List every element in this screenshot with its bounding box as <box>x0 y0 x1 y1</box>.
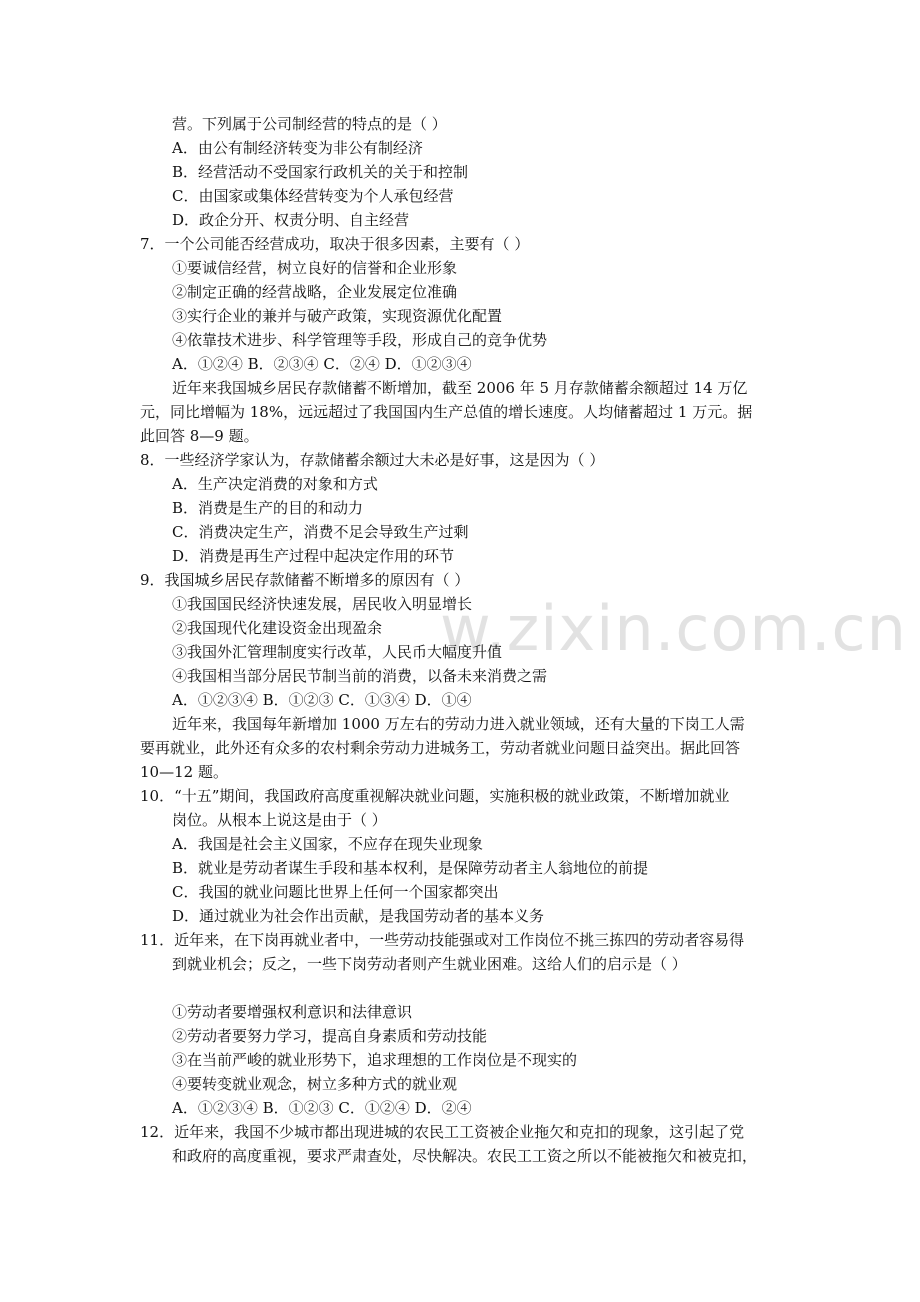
watermark: w.zixin.com.cn <box>440 592 907 665</box>
q11-item-4: ④要转变就业观念，树立多种方式的就业观 <box>172 1075 458 1093</box>
q7-item-2: ②制定正确的经营战略，企业发展定位准确 <box>172 283 458 301</box>
q10-option-b: B．就业是劳动者谋生手段和基本权利，是保障劳动者主人翁地位的前提 <box>172 859 649 877</box>
q6-option-d: D．政企分开、权责分明、自主经营 <box>172 211 410 229</box>
q9-stem: 9．我国城乡居民存款储蓄不断增多的原因有（ ） <box>140 571 470 589</box>
q10-stem-line-2: 岗位。从根本上说这是由于（ ） <box>172 811 387 829</box>
passage-10-line-1: 近年来，我国每年新增加 1000 万左右的劳动力进入就业领域，还有大量的下岗工人需 <box>172 715 745 733</box>
q7-stem: 7．一个公司能否经营成功，取决于很多因素，主要有（ ） <box>140 235 530 253</box>
q11-options: A．①②③④ B．①②③ C．①②④ D．②④ <box>172 1099 472 1117</box>
passage-10-line-2: 要再就业，此外还有众多的农村剩余劳动力进城务工，劳动者就业问题日益突出。据此回答 <box>140 739 741 757</box>
q7-item-4: ④依靠技术进步、科学管理等手段，形成自己的竞争优势 <box>172 331 548 349</box>
q6-stem-tail: 营。下列属于公司制经营的特点的是（ ） <box>172 115 447 133</box>
q9-item-4: ④我国相当部分居民节制当前的消费，以备未来消费之需 <box>172 667 548 685</box>
q8-option-a: A．生产决定消费的对象和方式 <box>172 475 378 493</box>
q10-option-c: C．我国的就业问题比世界上任何一个国家都突出 <box>172 883 499 901</box>
q9-options: A．①②③④ B．①②③ C．①③④ D．①④ <box>172 691 472 709</box>
passage-8-line-3: 此回答 8—9 题。 <box>140 427 259 445</box>
q9-item-2: ②我国现代化建设资金出现盈余 <box>172 619 383 637</box>
q11-stem-line-1: 11．近年来，在下岗再就业者中，一些劳动技能强或对工作岗位不挑三拣四的劳动者容易得 <box>140 931 745 949</box>
q6-option-a: A．由公有制经济转变为非公有制经济 <box>172 139 423 157</box>
passage-10-line-3: 10—12 题。 <box>140 763 228 781</box>
q8-stem: 8．一些经济学家认为，存款储蓄余额过大未必是好事，这是因为（ ） <box>140 451 605 469</box>
q12-stem-line-2: 和政府的高度重视，要求严肃查处，尽快解决。农民工工资之所以不能被拖欠和被克扣， <box>172 1147 758 1165</box>
q7-item-1: ①要诚信经营，树立良好的信誉和企业形象 <box>172 259 458 277</box>
q10-option-a: A．我国是社会主义国家，不应存在现失业现象 <box>172 835 483 853</box>
q12-stem-line-1: 12．近年来，我国不少城市都出现进城的农民工工资被企业拖欠和克扣的现象，这引起了党 <box>140 1123 745 1141</box>
q8-option-c: C．消费决定生产，消费不足会导致生产过剩 <box>172 523 469 541</box>
q10-option-d: D．通过就业为社会作出贡献，是我国劳动者的基本义务 <box>172 907 545 925</box>
passage-8-line-2: 元，同比增幅为 18%，远远超过了我国国内生产总值的增长速度。人均储蓄超过 1 万元。据 <box>140 403 753 421</box>
q8-option-b: B．消费是生产的目的和动力 <box>172 499 364 517</box>
q11-stem-line-2: 到就业机会；反之，一些下岗劳动者则产生就业困难。这给人们的启示是（ ） <box>172 955 687 973</box>
q7-item-3: ③实行企业的兼并与破产政策，实现资源优化配置 <box>172 307 503 325</box>
q10-stem-line-1: 10．“十五”期间，我国政府高度重视解决就业问题，实施积极的就业政策，不断增加就业 <box>140 787 730 805</box>
passage-8-line-1: 近年来我国城乡居民存款储蓄不断增加，截至 2006 年 5 月存款储蓄余额超过 14 万亿 <box>172 379 748 397</box>
q7-options: A．①②④ B．②③④ C．②④ D．①②③④ <box>172 355 472 373</box>
q11-item-2: ②劳动者要努力学习，提高自身素质和劳动技能 <box>172 1027 488 1045</box>
q6-option-c: C．由国家或集体经营转变为个人承包经营 <box>172 187 454 205</box>
q11-item-1: ①劳动者要增强权利意识和法律意识 <box>172 1003 413 1021</box>
q9-item-1: ①我国国民经济快速发展，居民收入明显增长 <box>172 595 473 613</box>
q11-item-3: ③在当前严峻的就业形势下，追求理想的工作岗位是不现实的 <box>172 1051 578 1069</box>
q8-option-d: D．消费是再生产过程中起决定作用的环节 <box>172 547 455 565</box>
q6-option-b: B．经营活动不受国家行政机关的关于和控制 <box>172 163 469 181</box>
q9-item-3: ③我国外汇管理制度实行改革，人民币大幅度升值 <box>172 643 503 661</box>
